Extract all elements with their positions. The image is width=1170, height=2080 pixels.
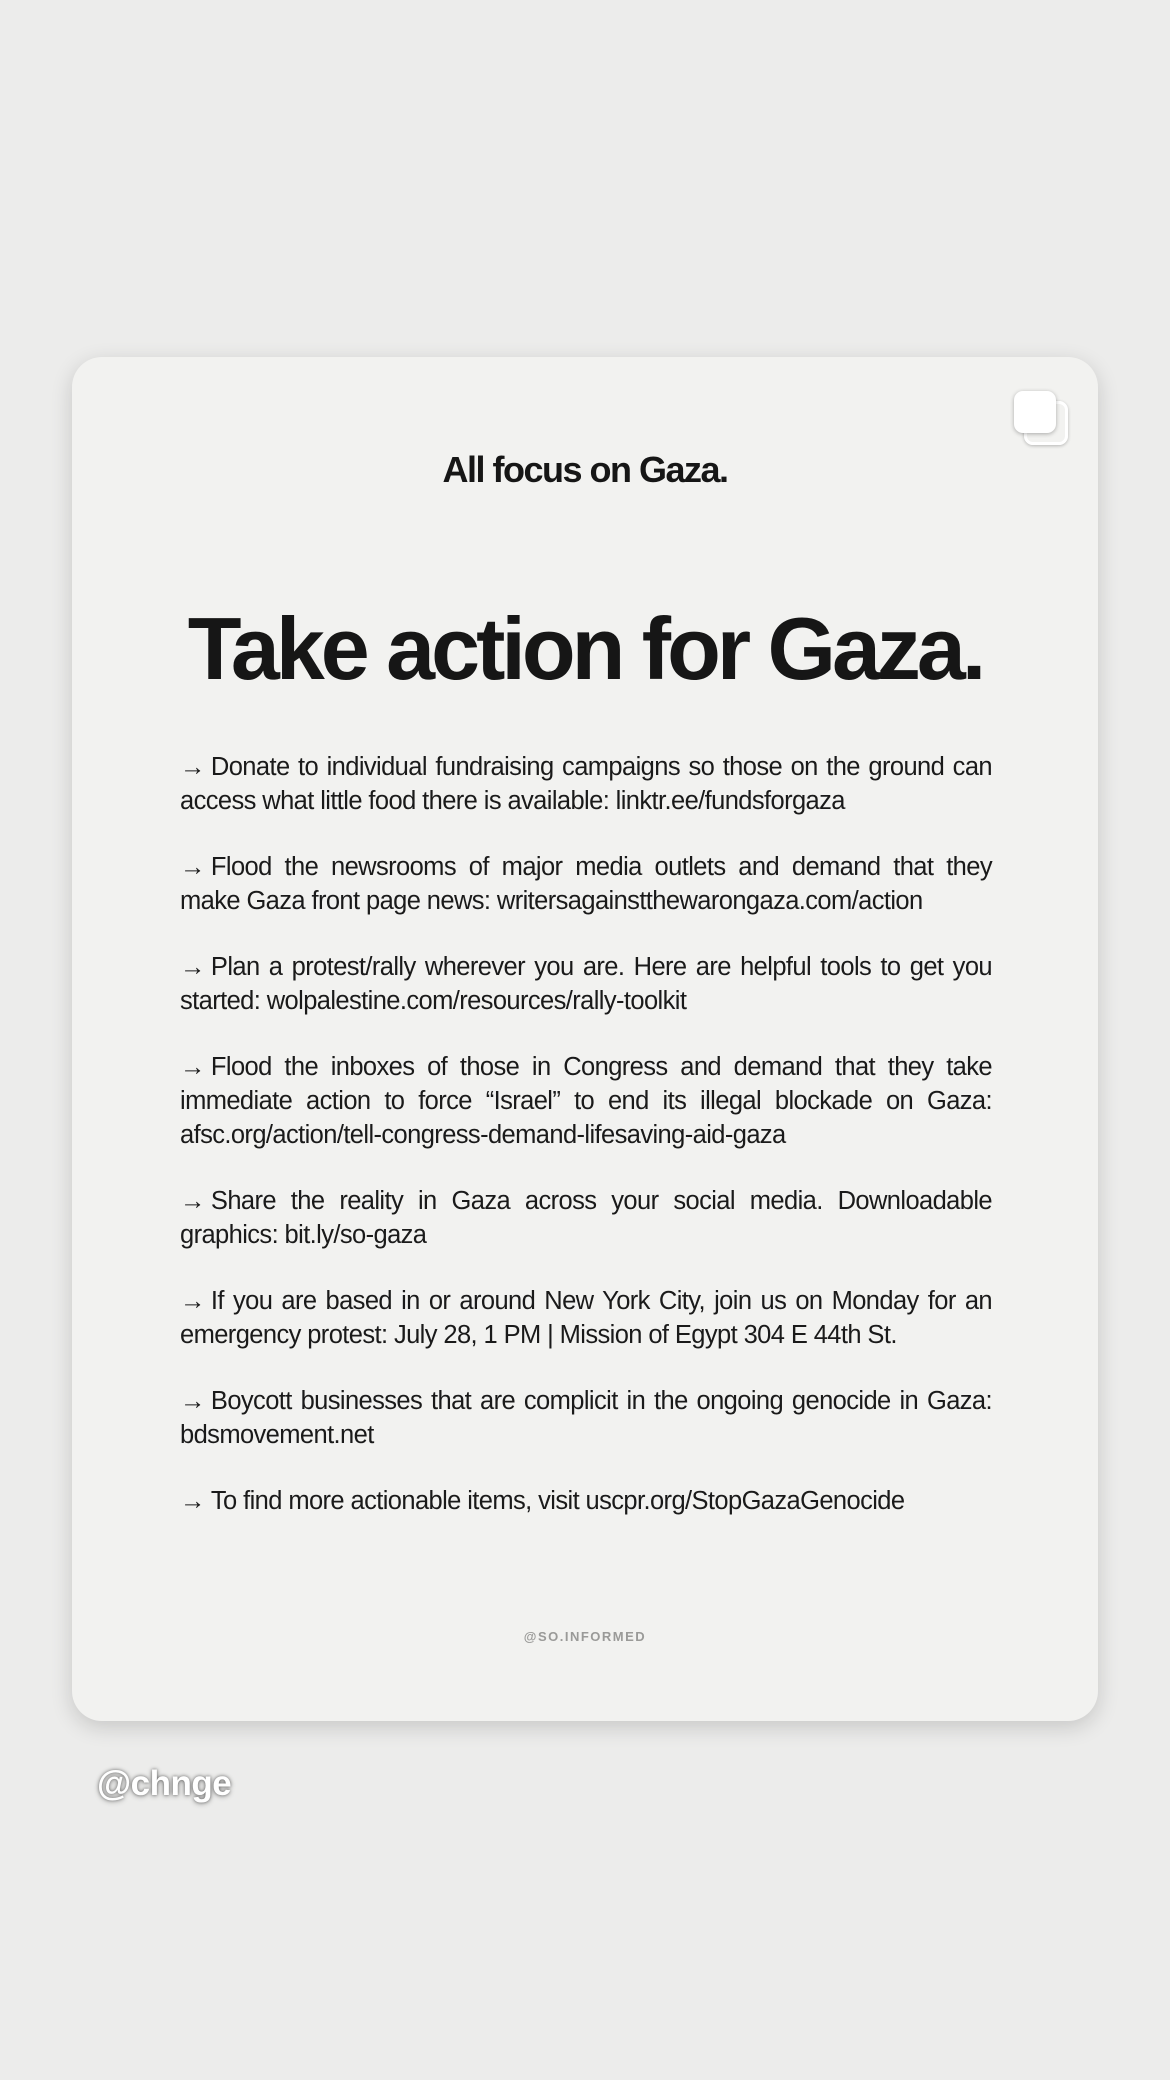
action-item [180,1184,992,1252]
action-item-text: To find more actionable items, visit uscpr.org/StopGazaGenocide [210,1487,905,1515]
action-item-text: Flood the newsrooms of major media outlets and demand that they make Gaza front page news: writersagainstthewarongaza.com/action [180,853,992,915]
arrow-icon: → [180,1287,205,1315]
username-sticker[interactable]: @chnge [97,1764,232,1803]
post-header: All focus on Gaza. [442,449,728,490]
action-item-text: Share the reality in Gaza across your social media. Downloadable graphics: bit.ly/so-gaza [180,1187,992,1249]
arrow-icon: → [180,1053,205,1081]
action-item-text: Donate to individual fundraising campaigns so those on the ground can access what little food there is available: linktr.ee/fundsforgaza [180,753,992,815]
action-item-text: If you are based in or around New York City, join us on Monday for an emergency protest: July 28, 1 PM | Mission of Egypt 304 E 44th St. [180,1287,992,1349]
action-item [180,1284,992,1352]
arrow-icon: → [180,753,205,781]
carousel-icon [1014,391,1066,443]
action-item-text: Plan a protest/rally wherever you are. Here are helpful tools to get you started: wolpalestine.com/resources/rally-toolkit [180,953,992,1015]
action-item [180,950,992,1018]
post-title: Take action for Gaza. [187,599,983,698]
action-item [180,1050,992,1152]
action-item [180,750,992,818]
arrow-icon: → [180,1487,205,1515]
shared-post-card[interactable] [72,357,1098,1721]
action-item-text: Flood the inboxes of those in Congress and demand that they take immediate action to force “Israel” to end its illegal blockade on Gaza: afsc.org/action/tell-congress-demand-lifesaving-aid-gaza [180,1053,992,1149]
action-list [180,750,992,1550]
action-item [180,1484,992,1518]
arrow-icon: → [180,953,205,981]
arrow-icon: → [180,1387,205,1415]
account-watermark: @SO.INFORMED [523,1629,647,1644]
arrow-icon: → [180,1187,205,1215]
arrow-icon: → [180,853,205,881]
action-item-text: Boycott businesses that are complicit in the ongoing genocide in Gaza: bdsmovement.net [180,1387,992,1449]
action-item [180,850,992,918]
action-item [180,1384,992,1452]
carousel-icon-front-square [1014,391,1056,433]
